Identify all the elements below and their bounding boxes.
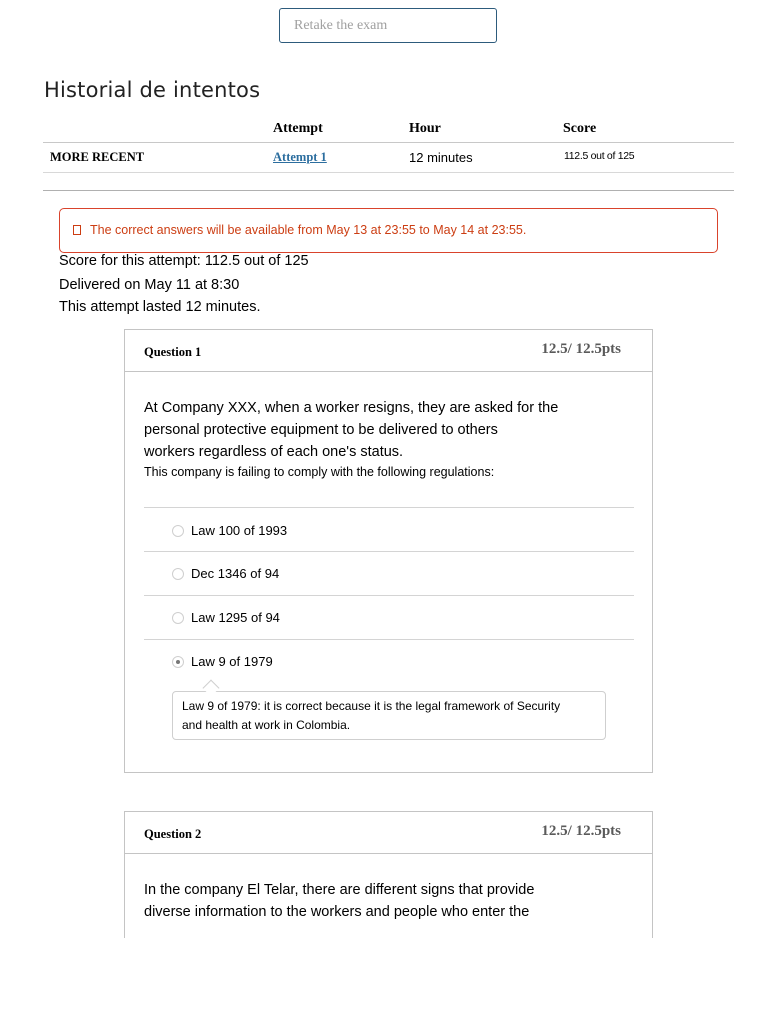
question-text-line: In the company El Telar, there are different signs that provide: [144, 882, 535, 898]
attempt-score: Score for this attempt: 112.5 out of 125: [59, 253, 309, 269]
question-card-1: [124, 329, 653, 773]
question-subtext: This company is failing to comply with the following regulations:: [144, 465, 495, 479]
column-header-attempt: Attempt: [273, 121, 323, 136]
table-divider: [43, 172, 734, 173]
column-header-score: Score: [563, 121, 597, 136]
question-header: [125, 330, 652, 372]
answer-label[interactable]: Dec 1346 of 94: [191, 566, 280, 581]
question-title: Question 2: [144, 827, 202, 841]
row-hour: 12 minutes: [409, 150, 473, 165]
attempt-link[interactable]: Attempt 1: [273, 150, 327, 164]
answer-radio[interactable]: [172, 568, 184, 580]
attempt-duration: This attempt lasted 12 minutes.: [59, 299, 261, 315]
question-header: [125, 812, 652, 854]
row-label: MORE RECENT: [50, 150, 145, 164]
answer-divider: [144, 639, 634, 640]
answer-label[interactable]: Law 9 of 1979: [191, 654, 273, 669]
question-text-line: diverse information to the workers and people who enter the: [144, 904, 530, 920]
answer-divider: [144, 595, 634, 596]
answer-radio[interactable]: [172, 612, 184, 624]
delivered-date: Delivered on May 11 at 8:30: [59, 277, 240, 293]
question-points: 12.5/ 12.5pts: [541, 341, 621, 357]
answers-availability-alert: [59, 208, 718, 253]
retake-exam-button[interactable]: Retake the exam: [279, 8, 497, 43]
warning-icon: [73, 225, 81, 235]
feedback-line: Law 9 of 1979: it is correct because it is the legal framework of Security: [182, 699, 561, 713]
section-divider: [43, 190, 734, 191]
question-points: 12.5/ 12.5pts: [541, 823, 621, 839]
question-text-line: At Company XXX, when a worker resigns, they are asked for the: [144, 400, 559, 416]
answer-feedback: [172, 691, 606, 740]
question-text-line: personal protective equipment to be delivered to others: [144, 422, 498, 438]
answer-radio-selected[interactable]: [172, 656, 184, 668]
row-score: 112.5 out of 125: [564, 150, 635, 162]
answer-label[interactable]: Law 1295 of 94: [191, 610, 280, 625]
answer-divider: [144, 551, 634, 552]
question-title: Question 1: [144, 345, 202, 359]
question-card-2: [124, 811, 653, 951]
answer-radio[interactable]: [172, 525, 184, 537]
question-text: [144, 397, 584, 463]
alert-text: The correct answers will be available from May 13 at 23:55 to May 14 at 23:55.: [90, 223, 527, 237]
answer-label[interactable]: Law 100 of 1993: [191, 523, 288, 538]
history-title: Historial de intentos: [44, 78, 261, 102]
column-header-hour: Hour: [409, 121, 441, 136]
page-bottom-margin: [0, 938, 768, 1024]
question-text: [144, 879, 584, 923]
question-text-line: workers regardless of each one's status.: [144, 444, 404, 460]
feedback-line: and health at work in Colombia.: [182, 718, 351, 732]
table-divider: [43, 142, 734, 143]
answer-divider: [144, 507, 634, 508]
